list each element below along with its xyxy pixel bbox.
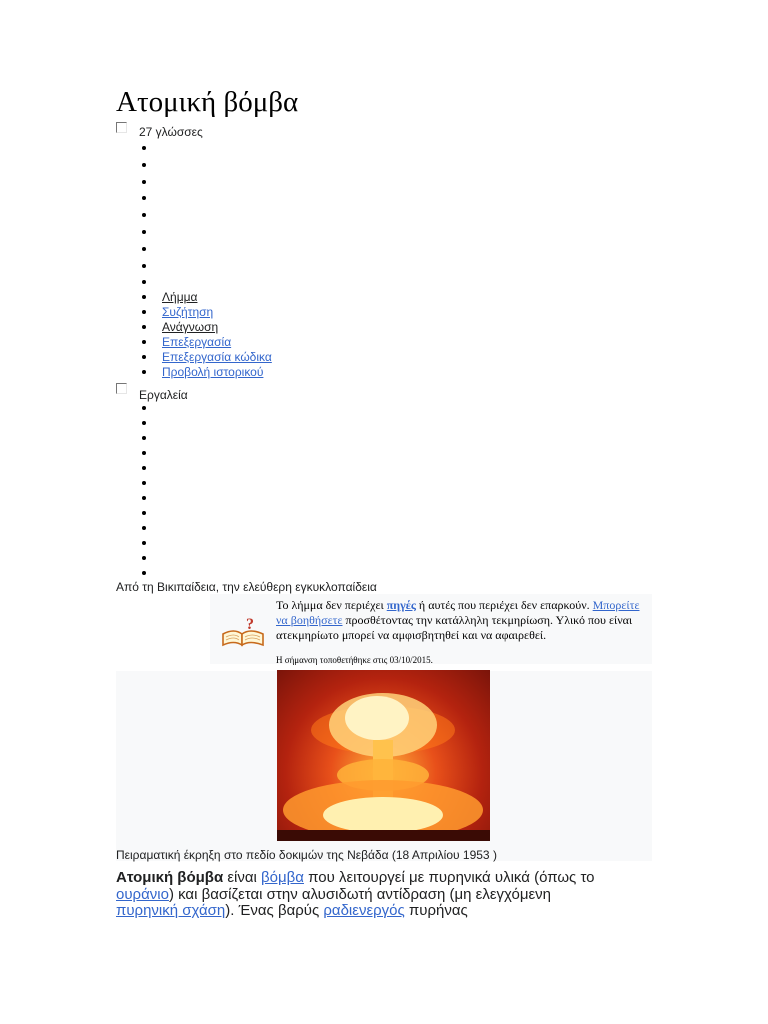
notice-text: Το λήμμα δεν περιέχει πηγές ή αυτές που περιέχει δεν επαρκούν. Μπορείτε να βοηθήσετε προσθέτοντας την κατάλληλη τεκμηρίωση. Υλικό που είναι ατεκμηρίωτο μπορεί να αμφισβητηθεί και να αφαιρεθεί. [276,598,640,642]
page-title: Ατομική βόμβα [116,86,299,118]
tools-toggle-label[interactable]: Εργαλεία [139,388,188,402]
tab-talk[interactable]: Συζήτηση [142,305,213,320]
tools-checkbox[interactable] [116,383,127,394]
tool-item[interactable] [142,506,162,521]
tool-item[interactable] [142,476,162,491]
action-read[interactable]: Ανάγνωση [142,320,272,335]
action-edit[interactable]: Επεξεργασία [142,335,272,350]
unsourced-notice [210,594,652,664]
book-question-icon [220,612,266,648]
language-item[interactable] [142,140,162,157]
lead-term: Ατομική βόμβα [116,869,224,886]
languages-list [142,140,162,291]
language-item[interactable] [142,258,162,275]
tool-item[interactable] [142,416,162,431]
view-actions [142,320,272,380]
tool-item[interactable] [142,491,162,506]
tool-item[interactable] [142,431,162,446]
language-item[interactable] [142,207,162,224]
language-item[interactable] [142,157,162,174]
language-item[interactable] [142,274,162,291]
tool-item[interactable] [142,551,162,566]
lead-paragraph: Ατομική βόμβα είναι βόμβα που λειτουργεί με πυρηνικά υλικά (όπως το ουράνιο) και βασίζεται στην αλυσιδωτή αντίδραση (μη ελεγχόμενη πυρηνική σχάση). Ένας βαρύς ραδιενεργός πυρήνας [116,869,595,919]
sources-link[interactable]: πηγές [386,598,416,612]
tool-item[interactable] [142,566,162,581]
language-item[interactable] [142,241,162,258]
tool-item[interactable] [142,446,162,461]
languages-checkbox[interactable] [116,122,127,133]
language-item[interactable] [142,224,162,241]
nuclear-fission-link[interactable]: πυρηνική σχάση [116,902,226,919]
tool-item[interactable] [142,401,162,416]
language-item[interactable] [142,190,162,207]
action-view-history[interactable]: Προβολή ιστορικού [142,365,272,380]
action-edit-source[interactable]: Επεξεργασία κώδικα [142,350,272,365]
bomb-link[interactable]: βόμβα [261,869,304,886]
nuclear-explosion-image[interactable] [277,670,490,841]
page-tabs [142,290,213,320]
tool-item[interactable] [142,461,162,476]
language-item[interactable] [142,174,162,191]
uranium-link[interactable]: ουράνιο [116,885,169,903]
notice-date: Η σήμανση τοποθετήθηκε στις 03/10/2015. [276,655,433,665]
tab-article[interactable]: Λήμμα [142,290,213,305]
svg-text:?: ? [246,616,254,633]
tool-item[interactable] [142,536,162,551]
languages-toggle-label[interactable]: 27 γλώσσες [139,125,203,139]
help-link[interactable]: Μπορείτε να βοηθήσετε [276,598,640,627]
figure-caption: Πειραματική έκρηξη στο πεδίο δοκιμών της Νεβάδα (18 Απριλίου 1953 ) [116,848,497,862]
tools-list [142,401,162,581]
site-tagline: Από τη Βικιπαίδεια, την ελεύθερη εγκυκλοπαίδεια [116,580,377,594]
tool-item[interactable] [142,521,162,536]
radioactive-link[interactable]: ραδιενεργός [323,902,405,919]
